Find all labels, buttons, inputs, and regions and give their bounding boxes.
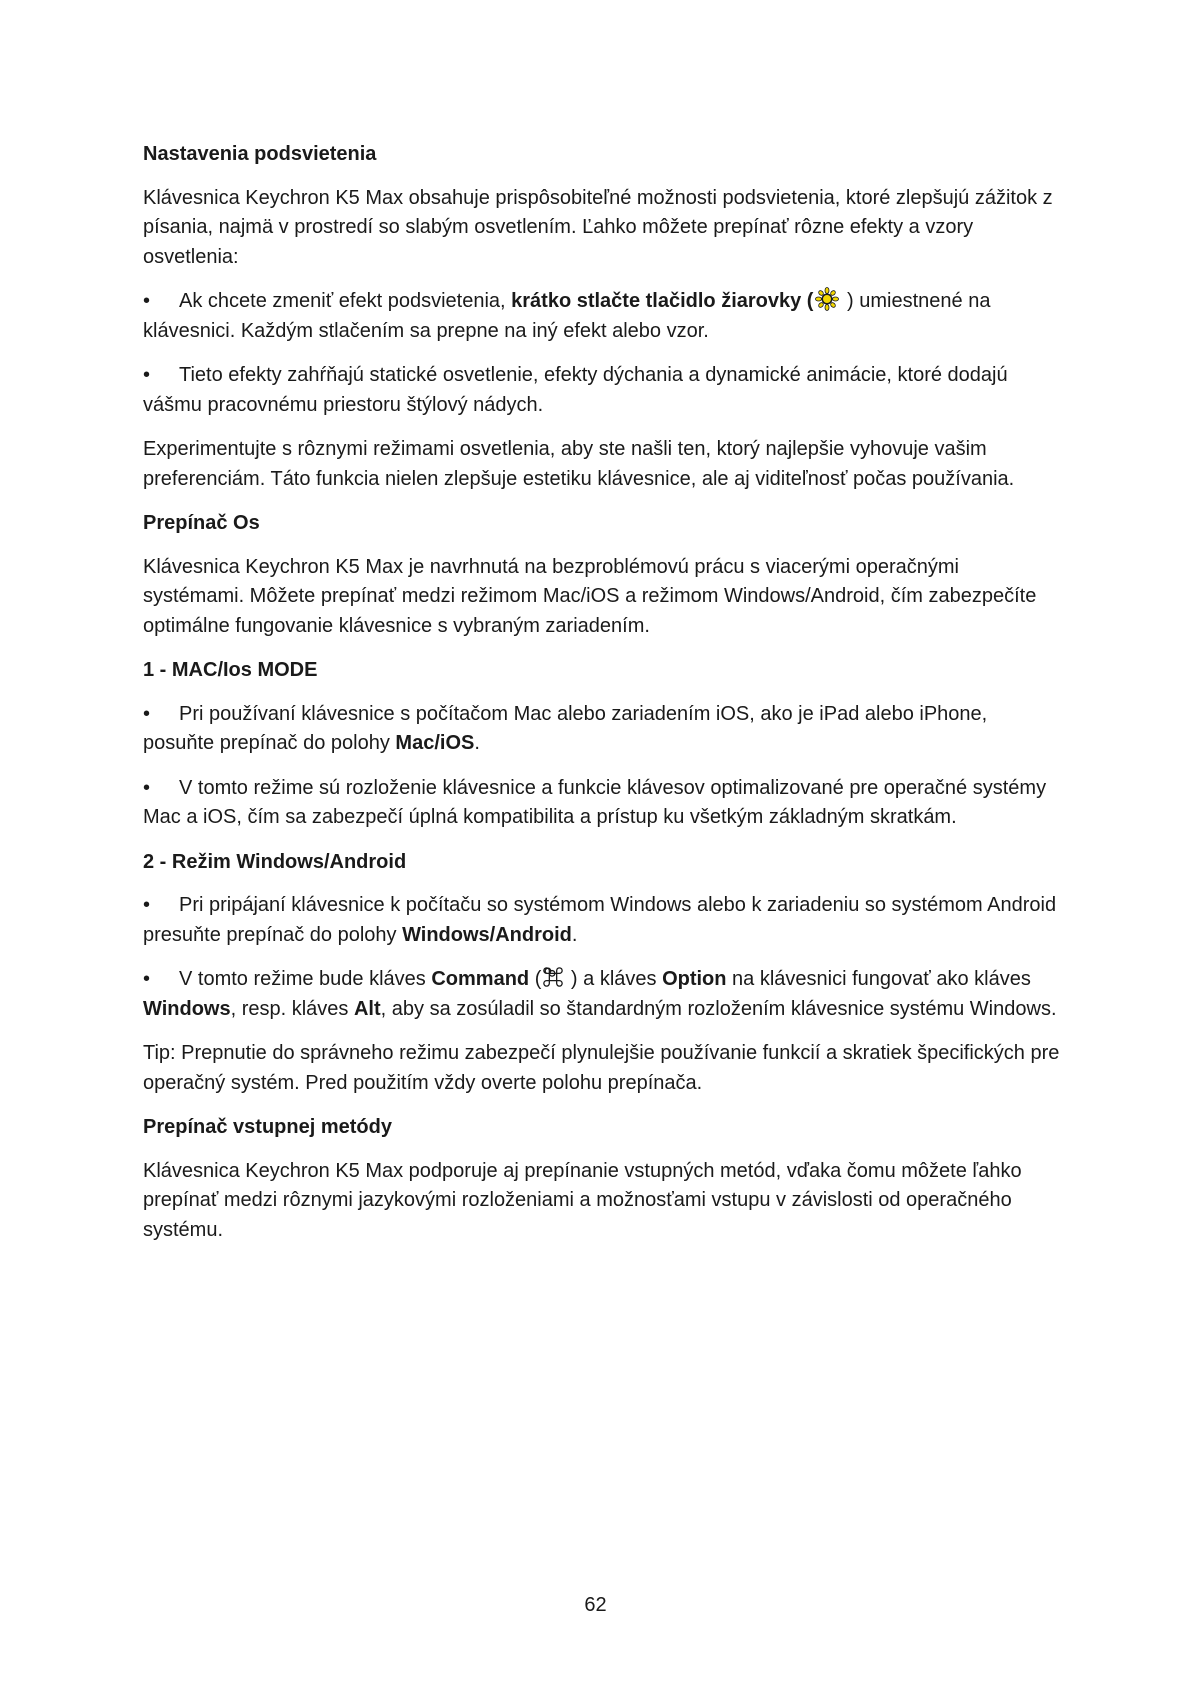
document-body [143, 140, 1063, 1260]
subheading-windows-mode: 2 - Režim Windows/Android [143, 850, 407, 873]
windows-mode-bullet-1: • Pri pripájaní klávesnice k počítaču so systémom Windows alebo k zariadeniu so systémom Android presuňte prepínač do polohy Windows/Android. [143, 891, 1063, 950]
page-number: 62 [584, 1594, 607, 1616]
windows-mode-bullet-2: • V tomto režime bude kláves Command ( ) a kláves Option na klávesnici fungovať ako kláves Windows, resp. kláves Alt, aby sa zosúladil so štandardným rozložením klávesnice systému Windows. [143, 965, 1063, 1024]
section-heading-os-switch: Prepínač Os [143, 512, 260, 534]
backlight-intro-paragraph: Klávesnica Keychron K5 Max obsahuje prispôsobiteľné možnosti podsvietenia, ktoré zlepšujú zážitok z písania, najmä v prostredí so slabým osvetlením. Ľahko môžete prepínať rôzne efekty a vzory osvetlenia: [143, 186, 1053, 268]
bullet-marker: • [143, 894, 151, 916]
os-mode-tip-paragraph: Tip: Prepnutie do správneho režimu zabezpečí plynulejšie používanie funkcií a skratiek špecifických pre operačný systém. Pred použitím vždy overte polohu prepínača. [143, 1042, 1060, 1094]
section-heading-backlight: Nastavenia podsvietenia [143, 143, 377, 165]
subheading-mac-mode: 1 - MAC/Ios MODE [143, 659, 318, 681]
bullet-marker: • [143, 290, 151, 312]
bullet-marker: • [143, 702, 151, 725]
mac-mode-bullet-1: • Pri používaní klávesnice s počítačom Mac alebo zariadením iOS, ako je iPad alebo iPhone, posuňte prepínač do polohy Mac/iOS. [143, 700, 1063, 759]
mac-mode-bullet-2: • V tomto režime sú rozloženie klávesnice a funkcie klávesov optimalizované pre operačné systémy Mac a iOS, čím sa zabezpečí úplná kompatibilita a prístup ku všetkým základným skratkám. [143, 774, 1063, 833]
section-heading-input-method: Prepínač vstupnej metódy [143, 1116, 392, 1138]
backlight-bullet-2: • Tieto efekty zahŕňajú statické osvetlenie, efekty dýchania a dynamické animácie, ktoré dodajú vášmu pracovnému priestoru štýlový nádych. [143, 361, 1063, 420]
os-switch-intro-paragraph: Klávesnica Keychron K5 Max je navrhnutá na bezproblémovú prácu s viacerými operačnými systémami. Môžete prepínať medzi režimom Mac/iOS a režimom Windows/Android, čím zabezpečíte optimálne fungovanie klávesnice s vybraným zariadením. [143, 555, 1037, 637]
light-bulb-icon [815, 287, 839, 311]
command-key-icon [542, 966, 564, 988]
input-method-intro-paragraph: Klávesnica Keychron K5 Max podporuje aj prepínanie vstupných metód, vďaka čomu môžete ľahko prepínať medzi rôznymi jazykovými rozloženiami a možnosťami vstupu v závislosti od operačného systému. [143, 1159, 1022, 1241]
backlight-outro-paragraph: Experimentujte s rôznymi režimami osvetlenia, aby ste našli ten, ktorý najlepšie vyhovuje vašim preferenciám. Táto funkcia nielen zlepšuje estetiku klávesnice, ale aj viditeľnosť počas používania. [143, 438, 1015, 490]
backlight-bullet-1: • Ak chcete zmeniť efekt podsvietenia, krátko stlačte tlačidlo žiarovky ( ) umiestnené na klávesnici. Každým stlačením sa prepne na iný efekt alebo vzor. [143, 287, 1063, 346]
bullet-marker: • [143, 364, 151, 386]
bullet-marker: • [143, 776, 151, 799]
bullet-marker: • [143, 968, 151, 990]
